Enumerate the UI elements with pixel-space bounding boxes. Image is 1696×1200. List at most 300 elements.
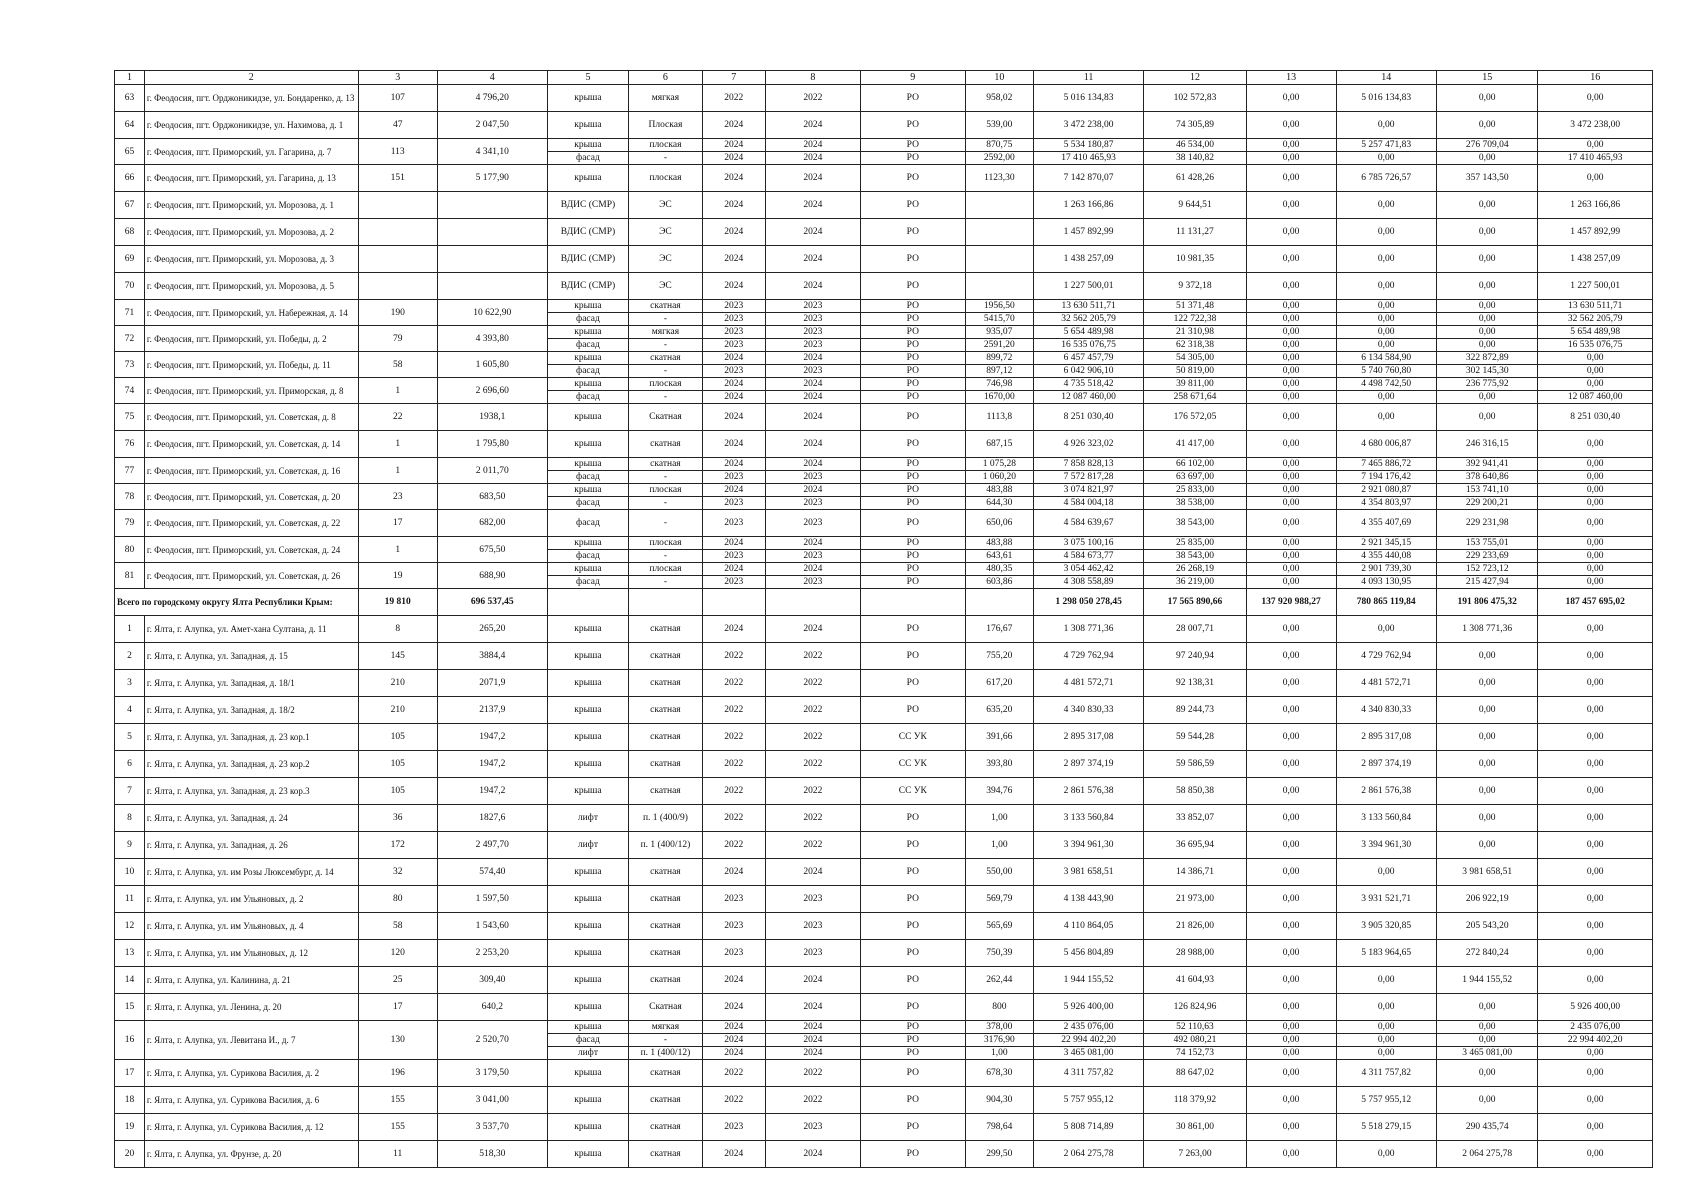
table-row	[115, 139, 1653, 152]
value-cell: 2024	[765, 1141, 860, 1168]
value-cell: -	[629, 576, 703, 589]
value-cell: 0,00	[1538, 471, 1653, 484]
area-cell: 1947,2	[437, 724, 547, 751]
value-cell: 5 740 760,80	[1336, 365, 1436, 378]
value-cell: РО	[860, 994, 965, 1021]
value-cell: 2022	[765, 697, 860, 724]
value-cell: ЭС	[629, 246, 703, 273]
value-cell: 0,00	[1436, 246, 1538, 273]
value-cell: крыша	[547, 913, 628, 940]
value-cell: 800	[965, 994, 1033, 1021]
value-cell: 1 308 771,36	[1436, 616, 1538, 643]
value-cell: -	[629, 510, 703, 537]
value-cell: 17 410 465,93	[1538, 152, 1653, 165]
row-number-cell: 69	[115, 246, 145, 273]
value-cell: фасад	[547, 497, 628, 510]
address-cell: г. Ялта, г. Алупка, ул. им Ульяновых, д. 12	[144, 940, 358, 967]
column-number-cell: 12	[1144, 71, 1247, 85]
value-cell: 0,00	[1538, 697, 1653, 724]
area-cell: 1 605,80	[437, 352, 547, 378]
value-cell: 2 895 317,08	[1034, 724, 1144, 751]
value-cell: 2024	[702, 152, 765, 165]
value-cell: мягкая	[629, 326, 703, 339]
value-cell	[860, 589, 965, 616]
value-cell: 0,00	[1246, 484, 1336, 497]
address-cell: г. Феодосия, пгт. Приморский, ул. Набережная, д. 14	[144, 300, 358, 326]
value-cell: 4 729 762,94	[1336, 643, 1436, 670]
address-cell: г. Ялта, г. Алупка, ул. Западная, д. 23 кор.2	[144, 751, 358, 778]
value-cell: 483,88	[965, 484, 1033, 497]
value-cell: 755,20	[965, 643, 1033, 670]
value-cell: 1 944 155,52	[1034, 967, 1144, 994]
address-cell: г. Ялта, г. Алупка, ул. им Ульяновых, д. 2	[144, 886, 358, 913]
apartments-cell: 210	[358, 670, 437, 697]
column-number-cell: 6	[629, 71, 703, 85]
value-cell: 0,00	[1246, 391, 1336, 404]
value-cell: 2023	[702, 510, 765, 537]
value-cell: 0,00	[1246, 1034, 1336, 1047]
value-cell: 0,00	[1538, 537, 1653, 550]
address-cell: г. Феодосия, пгт. Приморский, ул. Гагарина, д. 13	[144, 165, 358, 192]
column-number-cell: 13	[1246, 71, 1336, 85]
value-cell: 2023	[702, 339, 765, 352]
value-cell: -	[629, 365, 703, 378]
value-cell: 0,00	[1336, 967, 1436, 994]
value-cell: 14 386,71	[1144, 859, 1247, 886]
value-cell: крыша	[547, 1114, 628, 1141]
apartments-cell	[358, 273, 437, 300]
value-cell: 2022	[702, 805, 765, 832]
value-cell: 0,00	[1538, 751, 1653, 778]
value-cell: 2023	[702, 313, 765, 326]
value-cell: 0,00	[1436, 643, 1538, 670]
value-cell: крыша	[547, 1141, 628, 1168]
apartments-cell: 8	[358, 616, 437, 643]
value-cell: 258 671,64	[1144, 391, 1247, 404]
value-cell: 2024	[765, 1047, 860, 1060]
value-cell: 0,00	[1436, 300, 1538, 313]
value-cell: 52 110,63	[1144, 1021, 1247, 1034]
value-cell: 2023	[765, 497, 860, 510]
value-cell: крыша	[547, 112, 628, 139]
row-number-cell: 10	[115, 859, 145, 886]
value-cell: лифт	[547, 832, 628, 859]
value-cell: 2023	[702, 940, 765, 967]
value-cell: 4 355 440,08	[1336, 550, 1436, 563]
value-cell: 2022	[765, 1087, 860, 1114]
column-number-cell: 5	[547, 71, 628, 85]
value-cell: 0,00	[1246, 913, 1336, 940]
value-cell: 0,00	[1538, 832, 1653, 859]
value-cell: 2024	[765, 458, 860, 471]
value-cell: 2 895 317,08	[1336, 724, 1436, 751]
value-cell: крыша	[547, 352, 628, 365]
value-cell: РО	[860, 643, 965, 670]
value-cell: 5 016 134,83	[1034, 85, 1144, 112]
value-cell: 492 080,21	[1144, 1034, 1247, 1047]
value-cell: фасад	[547, 152, 628, 165]
value-cell: лифт	[547, 805, 628, 832]
value-cell: 1 263 166,86	[1034, 192, 1144, 219]
value-cell: ЭС	[629, 273, 703, 300]
value-cell: 2024	[765, 404, 860, 431]
value-cell: п. 1 (400/12)	[629, 1047, 703, 1060]
value-cell: скатная	[629, 886, 703, 913]
table-row	[115, 404, 1653, 431]
value-cell: 88 647,02	[1144, 1060, 1247, 1087]
value-cell: 0,00	[1246, 1087, 1336, 1114]
value-cell: 102 572,83	[1144, 85, 1247, 112]
value-cell: 3 054 462,42	[1034, 563, 1144, 576]
value-cell: ВДИС (СМР)	[547, 192, 628, 219]
table-row	[115, 1021, 1653, 1034]
value-cell: 0,00	[1336, 1047, 1436, 1060]
value-cell: 0,00	[1246, 85, 1336, 112]
value-cell: крыша	[547, 326, 628, 339]
value-cell: 0,00	[1246, 471, 1336, 484]
address-cell: г. Ялта, г. Алупка, ул. Фрунзе, д. 20	[144, 1141, 358, 1168]
value-cell: 0,00	[1246, 751, 1336, 778]
value-cell: плоская	[629, 139, 703, 152]
value-cell: 2024	[765, 391, 860, 404]
value-cell: скатная	[629, 1060, 703, 1087]
value-cell: СС УК	[860, 751, 965, 778]
value-cell: 0,00	[1538, 484, 1653, 497]
value-cell: 0,00	[1336, 339, 1436, 352]
row-number-cell: 71	[115, 300, 145, 326]
value-cell: 2022	[765, 805, 860, 832]
value-cell: 51 371,48	[1144, 300, 1247, 313]
value-cell: скатная	[629, 300, 703, 313]
value-cell: 32 562 205,79	[1034, 313, 1144, 326]
value-cell: 4 311 757,82	[1336, 1060, 1436, 1087]
value-cell: 0,00	[1336, 192, 1436, 219]
value-cell: 0,00	[1336, 152, 1436, 165]
value-cell: крыша	[547, 165, 628, 192]
value-cell: 36 695,94	[1144, 832, 1247, 859]
value-cell: РО	[860, 1021, 965, 1034]
value-cell: 89 244,73	[1144, 697, 1247, 724]
area-cell: 309,40	[437, 967, 547, 994]
value-cell: 0,00	[1436, 219, 1538, 246]
value-cell: крыша	[547, 85, 628, 112]
column-number-cell: 15	[1436, 71, 1538, 85]
value-cell: 7 572 817,28	[1034, 471, 1144, 484]
value-cell: крыша	[547, 670, 628, 697]
value-cell: 0,00	[1436, 994, 1538, 1021]
value-cell: 0,00	[1336, 112, 1436, 139]
value-cell: 0,00	[1246, 616, 1336, 643]
value-cell: 2023	[702, 886, 765, 913]
value-cell: РО	[860, 1047, 965, 1060]
value-cell: 0,00	[1436, 724, 1538, 751]
apartments-cell: 196	[358, 1060, 437, 1087]
value-cell: 2024	[702, 273, 765, 300]
address-cell: г. Ялта, г. Алупка, ул. Западная, д. 26	[144, 832, 358, 859]
value-cell: 1 457 892,99	[1034, 219, 1144, 246]
value-cell: 3 472 238,00	[1034, 112, 1144, 139]
row-number-cell: 70	[115, 273, 145, 300]
address-cell: г. Феодосия, пгт. Приморский, ул. Морозова, д. 2	[144, 219, 358, 246]
value-cell: фасад	[547, 510, 628, 537]
value-cell: крыша	[547, 484, 628, 497]
value-cell: 59 586,59	[1144, 751, 1247, 778]
area-cell: 1 597,50	[437, 886, 547, 913]
value-cell: 0,00	[1436, 339, 1538, 352]
table-row	[115, 913, 1653, 940]
value-cell: 617,20	[965, 670, 1033, 697]
value-cell: 3 133 560,84	[1336, 805, 1436, 832]
value-cell: 38 140,82	[1144, 152, 1247, 165]
table-row	[115, 1060, 1653, 1087]
value-cell: 21 310,98	[1144, 326, 1247, 339]
table-row	[115, 832, 1653, 859]
value-cell: скатная	[629, 458, 703, 471]
area-cell: 4 341,10	[437, 139, 547, 165]
value-cell: 16 535 076,75	[1034, 339, 1144, 352]
row-number-cell: 17	[115, 1060, 145, 1087]
row-number-cell: 8	[115, 805, 145, 832]
value-cell: 0,00	[1538, 886, 1653, 913]
value-cell: 2024	[765, 378, 860, 391]
row-number-cell: 66	[115, 165, 145, 192]
value-cell: 0,00	[1246, 670, 1336, 697]
value-cell: 2 921 345,15	[1336, 537, 1436, 550]
value-cell: 302 145,30	[1436, 365, 1538, 378]
value-cell	[765, 589, 860, 616]
value-cell: РО	[860, 139, 965, 152]
value-cell: 2023	[702, 471, 765, 484]
value-cell: 0,00	[1336, 859, 1436, 886]
value-cell: 2 861 576,38	[1336, 778, 1436, 805]
value-cell: 0,00	[1538, 967, 1653, 994]
value-cell: мягкая	[629, 1021, 703, 1034]
table-row	[115, 458, 1653, 471]
value-cell: фасад	[547, 339, 628, 352]
address-cell: г. Ялта, г. Алупка, ул. Западная, д. 24	[144, 805, 358, 832]
value-cell: 2024	[765, 273, 860, 300]
value-cell: 13 630 511,71	[1538, 300, 1653, 313]
value-cell: лифт	[547, 1047, 628, 1060]
value-cell: 2024	[765, 967, 860, 994]
value-cell: ЭС	[629, 219, 703, 246]
row-number-cell: 65	[115, 139, 145, 165]
value-cell: 205 543,20	[1436, 913, 1538, 940]
value-cell: 0,00	[1538, 497, 1653, 510]
value-cell: 2023	[702, 1114, 765, 1141]
apartments-cell: 1	[358, 431, 437, 458]
area-cell: 2 011,70	[437, 458, 547, 484]
value-cell: 153 741,10	[1436, 484, 1538, 497]
address-cell: г. Феодосия, пгт. Орджоникидзе, ул. Нахимова, д. 1	[144, 112, 358, 139]
value-cell: 2022	[765, 832, 860, 859]
value-cell: крыша	[547, 778, 628, 805]
value-cell: 39 811,00	[1144, 378, 1247, 391]
value-cell: 1956,50	[965, 300, 1033, 313]
apartments-cell	[358, 219, 437, 246]
value-cell: плоская	[629, 484, 703, 497]
value-cell: 176,67	[965, 616, 1033, 643]
value-cell: 290 435,74	[1436, 1114, 1538, 1141]
table-row	[115, 886, 1653, 913]
table-row	[115, 352, 1653, 365]
area-cell: 2 253,20	[437, 940, 547, 967]
value-cell: 2591,20	[965, 339, 1033, 352]
column-number-cell: 2	[144, 71, 358, 85]
value-cell: 10 981,35	[1144, 246, 1247, 273]
value-cell: 2023	[702, 326, 765, 339]
value-cell: 0,00	[1336, 391, 1436, 404]
value-cell: 4 110 864,05	[1034, 913, 1144, 940]
value-cell: 0,00	[1246, 643, 1336, 670]
apartments-cell: 22	[358, 404, 437, 431]
value-cell: 4 340 830,33	[1336, 697, 1436, 724]
value-cell: 2022	[765, 778, 860, 805]
value-cell: 61 428,26	[1144, 165, 1247, 192]
table-row	[115, 246, 1653, 273]
value-cell: РО	[860, 219, 965, 246]
value-cell: 2022	[765, 85, 860, 112]
row-number-cell: 81	[115, 563, 145, 589]
value-cell: 5 257 471,83	[1336, 139, 1436, 152]
value-cell: плоская	[629, 378, 703, 391]
value-cell: 0,00	[1246, 967, 1336, 994]
value-cell: 1,00	[965, 805, 1033, 832]
value-cell: 59 544,28	[1144, 724, 1247, 751]
value-cell: 0,00	[1436, 1021, 1538, 1034]
apartments-cell: 113	[358, 139, 437, 165]
value-cell: 2024	[702, 458, 765, 471]
row-number-cell: 72	[115, 326, 145, 352]
area-cell: 640,2	[437, 994, 547, 1021]
value-cell: 3 472 238,00	[1538, 112, 1653, 139]
apartments-cell: 190	[358, 300, 437, 326]
column-number-cell: 11	[1034, 71, 1144, 85]
value-cell: РО	[860, 1114, 965, 1141]
value-cell: 7 263,00	[1144, 1141, 1247, 1168]
value-cell	[629, 589, 703, 616]
address-cell: г. Ялта, г. Алупка, ул. Амет-хана Султана, д. 11	[144, 616, 358, 643]
value-cell: Скатная	[629, 994, 703, 1021]
area-cell: 683,50	[437, 484, 547, 510]
value-cell: 0,00	[1246, 246, 1336, 273]
value-cell: РО	[860, 192, 965, 219]
column-number-row	[115, 71, 1653, 85]
value-cell: 1 263 166,86	[1538, 192, 1653, 219]
value-cell: 0,00	[1336, 326, 1436, 339]
apartments-cell: 105	[358, 724, 437, 751]
value-cell: 2023	[702, 550, 765, 563]
value-cell: 30 861,00	[1144, 1114, 1247, 1141]
value-cell: 28 988,00	[1144, 940, 1247, 967]
value-cell: 2024	[702, 994, 765, 1021]
value-cell: 5 016 134,83	[1336, 85, 1436, 112]
value-cell: 3 074 821,97	[1034, 484, 1144, 497]
value-cell: СС УК	[860, 724, 965, 751]
value-cell: 276 709,04	[1436, 139, 1538, 152]
row-number-cell: 11	[115, 886, 145, 913]
value-cell: 897,12	[965, 365, 1033, 378]
value-cell: крыша	[547, 994, 628, 1021]
apartments-cell: 47	[358, 112, 437, 139]
row-number-cell: 78	[115, 484, 145, 510]
value-cell: 0,00	[1538, 510, 1653, 537]
address-cell: г. Ялта, г. Алупка, ул. Западная, д. 23 кор.1	[144, 724, 358, 751]
table-row	[115, 724, 1653, 751]
apartments-cell: 19 810	[358, 589, 437, 616]
value-cell: 33 852,07	[1144, 805, 1247, 832]
table-row	[115, 273, 1653, 300]
value-cell: РО	[860, 576, 965, 589]
table-row	[115, 112, 1653, 139]
value-cell: 0,00	[1246, 300, 1336, 313]
column-number-cell: 7	[702, 71, 765, 85]
value-cell: 0,00	[1246, 697, 1336, 724]
column-number-cell: 1	[115, 71, 145, 85]
value-cell: скатная	[629, 697, 703, 724]
value-cell: 0,00	[1538, 352, 1653, 365]
value-cell: крыша	[547, 697, 628, 724]
value-cell: 569,79	[965, 886, 1033, 913]
table-row	[115, 751, 1653, 778]
value-cell: 2024	[702, 165, 765, 192]
value-cell: 2024	[765, 484, 860, 497]
area-cell: 265,20	[437, 616, 547, 643]
value-cell: 1123,30	[965, 165, 1033, 192]
apartments-cell: 105	[358, 778, 437, 805]
value-cell: РО	[860, 805, 965, 832]
apartments-cell: 210	[358, 697, 437, 724]
value-cell: РО	[860, 697, 965, 724]
value-cell: 3 394 961,30	[1336, 832, 1436, 859]
value-cell: 5 808 714,89	[1034, 1114, 1144, 1141]
area-cell	[437, 273, 547, 300]
value-cell: 0,00	[1538, 1141, 1653, 1168]
table-row	[115, 192, 1653, 219]
value-cell: 272 840,24	[1436, 940, 1538, 967]
apartments-cell	[358, 192, 437, 219]
value-cell: фасад	[547, 365, 628, 378]
value-cell: мягкая	[629, 85, 703, 112]
apartments-cell: 130	[358, 1021, 437, 1060]
value-cell: 7 142 870,07	[1034, 165, 1144, 192]
value-cell: скатная	[629, 751, 703, 778]
value-cell: 2024	[765, 352, 860, 365]
value-cell: 798,64	[965, 1114, 1033, 1141]
apartments-cell: 155	[358, 1087, 437, 1114]
value-cell: 0,00	[1246, 1021, 1336, 1034]
value-cell: 8 251 030,40	[1034, 404, 1144, 431]
value-cell: 2023	[765, 300, 860, 313]
value-cell: 9 644,51	[1144, 192, 1247, 219]
address-cell: г. Феодосия, пгт. Приморский, ул. Победы, д. 11	[144, 352, 358, 378]
value-cell: 378,00	[965, 1021, 1033, 1034]
value-cell: РО	[860, 859, 965, 886]
area-cell: 1 543,60	[437, 913, 547, 940]
value-cell: РО	[860, 670, 965, 697]
apartments-cell: 17	[358, 510, 437, 537]
value-cell: скатная	[629, 724, 703, 751]
value-cell: РО	[860, 940, 965, 967]
table-row	[115, 670, 1653, 697]
table-row	[115, 1087, 1653, 1114]
value-cell: РО	[860, 550, 965, 563]
value-cell: 0,00	[1538, 139, 1653, 152]
value-cell: 2024	[765, 537, 860, 550]
value-cell: 22 994 402,20	[1034, 1034, 1144, 1047]
value-cell: 2023	[702, 497, 765, 510]
table-row	[115, 859, 1653, 886]
